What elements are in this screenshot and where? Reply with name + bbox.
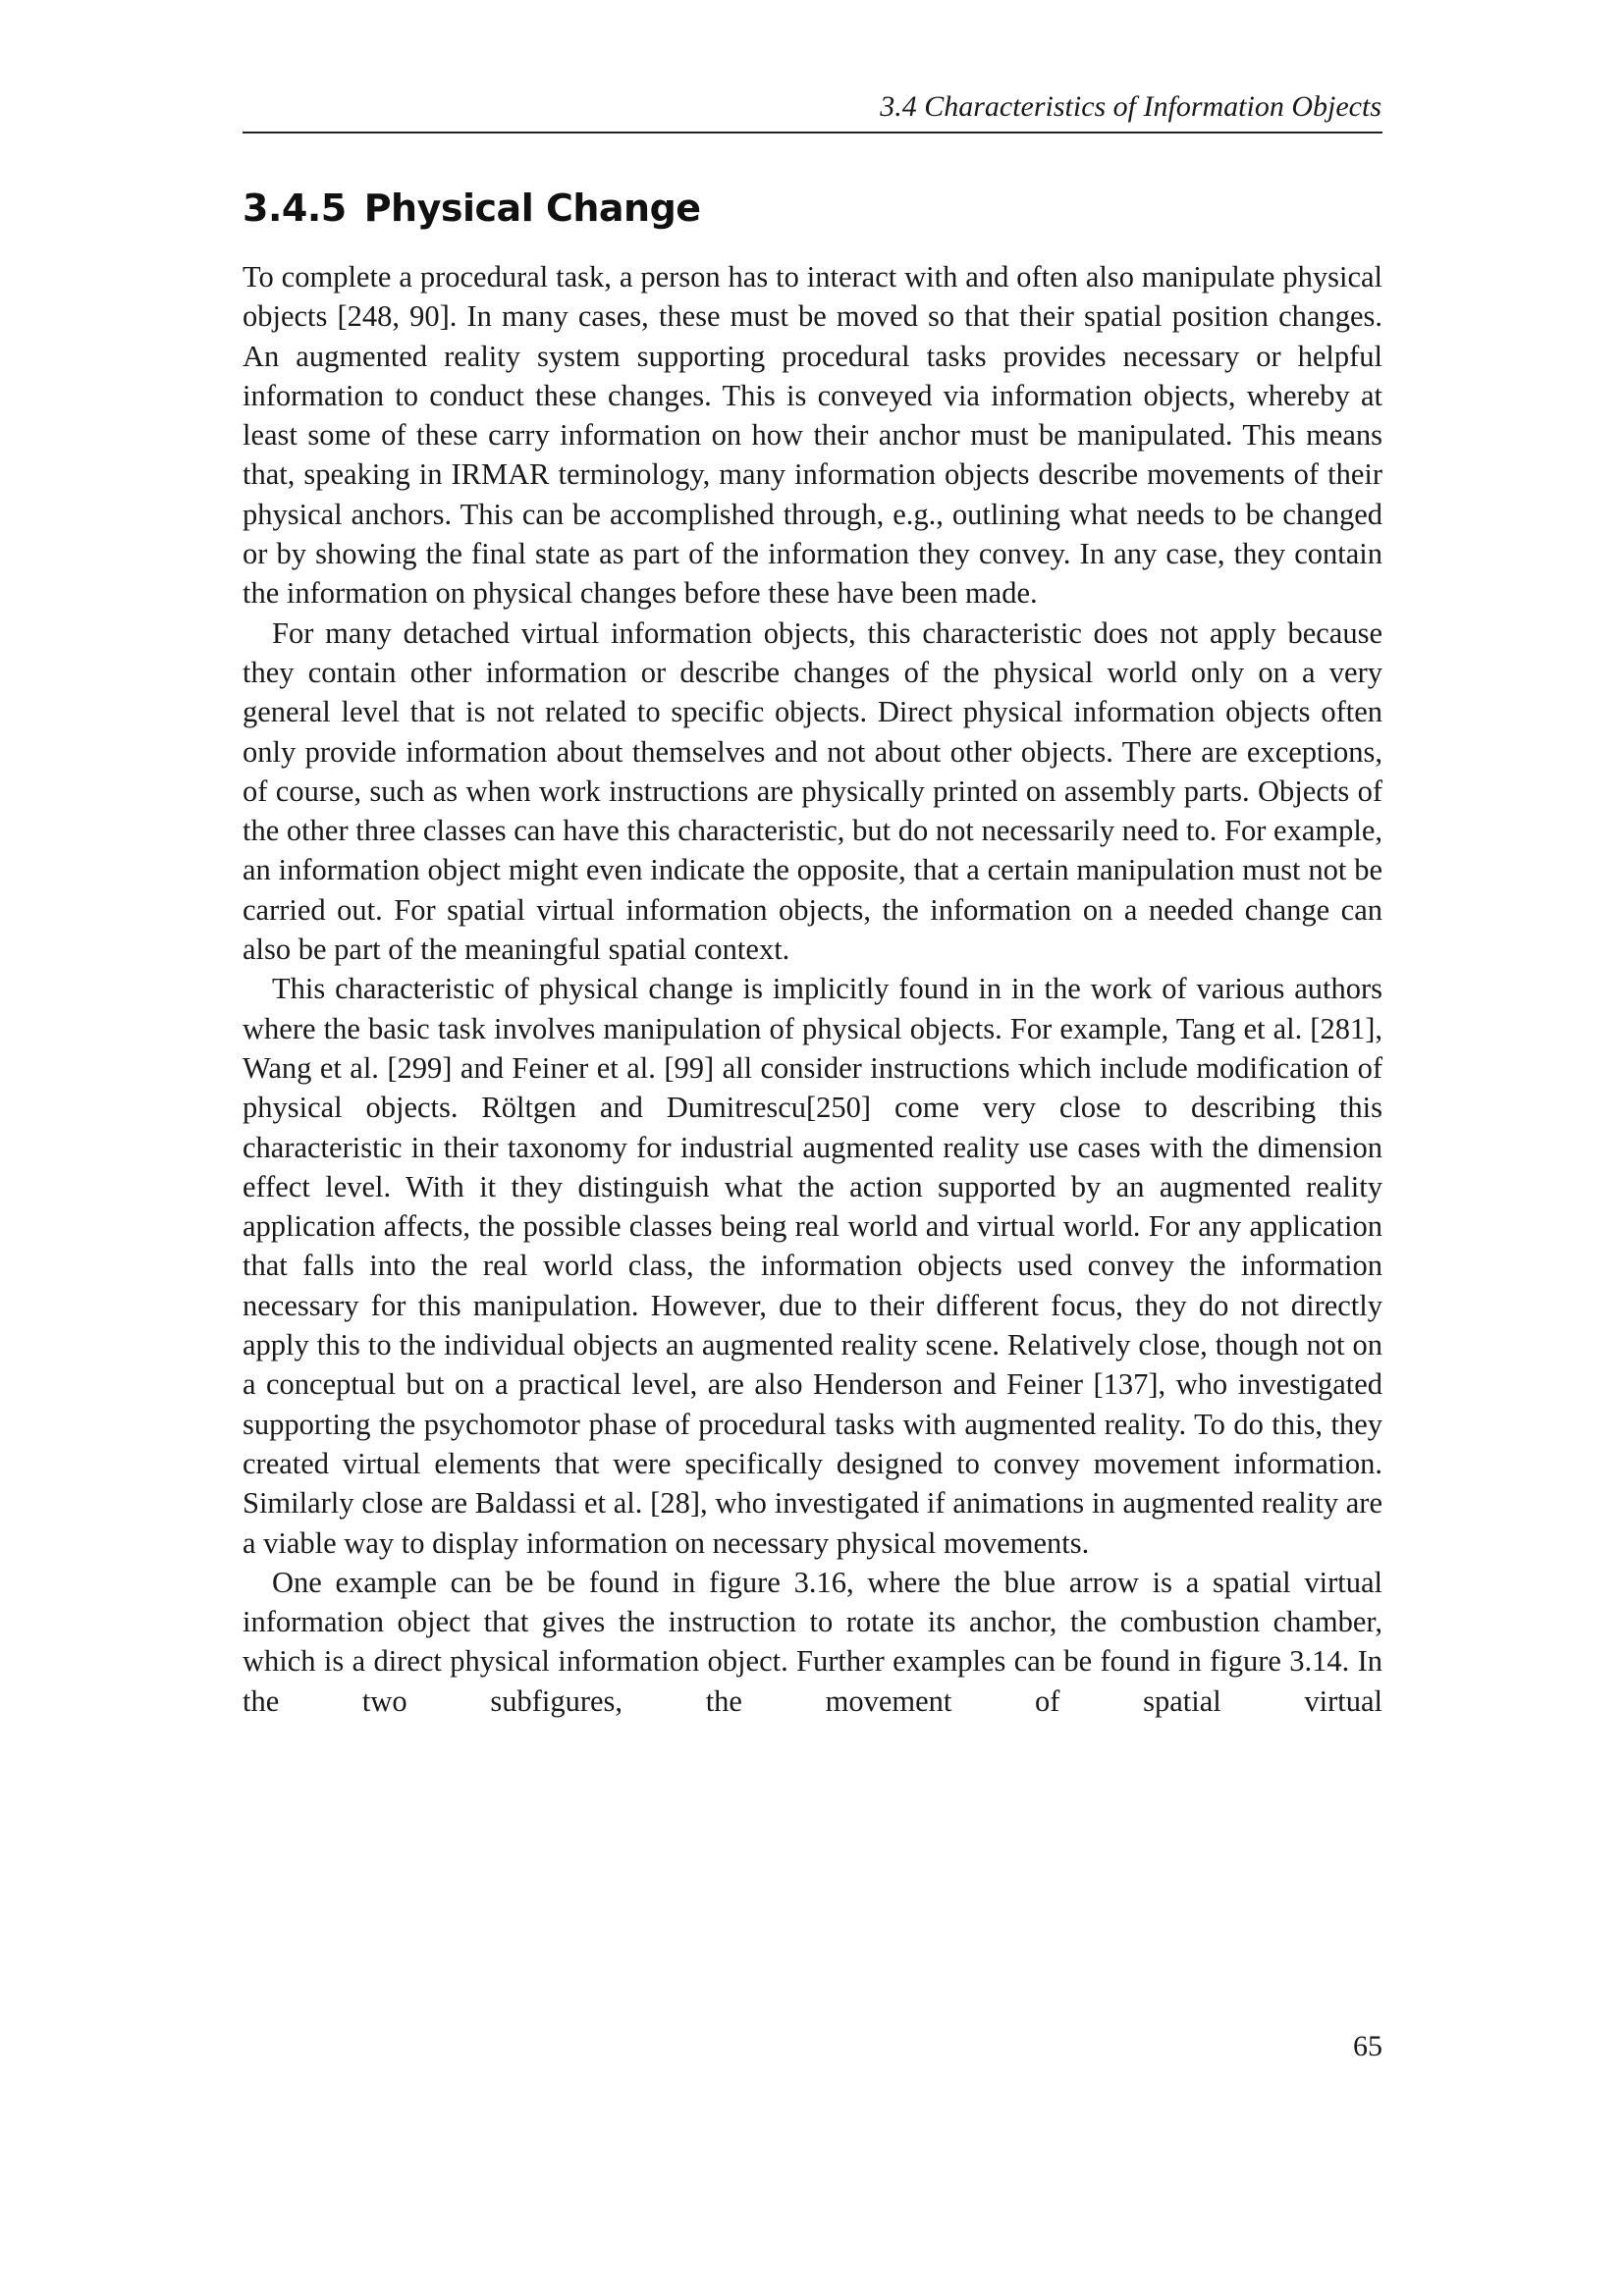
page-number: 65	[1353, 2030, 1382, 2062]
section-title-text: Physical Change	[363, 187, 701, 230]
header-rule	[243, 132, 1382, 133]
paragraph-1: To complete a procedural task, a person has to interact with and often also manipulate physical objects [248, 90]. In many cases, these must be moved so that their spatial position changes. An augmented reality system supporting procedural tasks provides necessary or helpful information to conduct these changes. This is conveyed via information objects, whereby at least some of these carry information on how their anchor must be manipulated. This means that, speaking in IRMAR terminology, many information objects describe movements of their physical anchors. This can be accomplished through, e.g., outlining what needs to be changed or by showing the final state as part of the information they convey. In any case, they contain the information on physical changes before these have been made.	[243, 260, 1382, 611]
body-text	[243, 257, 1382, 1721]
paragraph-3: This characteristic of physical change is implicitly found in in the work of various authors where the basic task involves manipulation of physical objects. For example, Tang et al. [281], Wang et al. [299] and Feiner et al. [99] all consider instructions which include modification of physical objects. Röltgen and Dumitrescu[250] come very close to describing this characteristic in their taxonomy for industrial augmented reality use cases with the dimension effect level. With it they distinguish what the action supported by an augmented reality application affects, the possible classes being real world and virtual world. For any application that falls into the real world class, the information objects used convey the information necessary for this manipulation. However, due to their different focus, they do not directly apply this to the individual objects an augmented reality scene. Relatively close, though not on a conceptual but on a practical level, are also Henderson and Feiner [137], who investigated supporting the psychomotor phase of procedural tasks with augmented reality. To do this, they created virtual elements that were specifically designed to convey movement information. Similarly close are Baldassi et al. [28], who investigated if animations in augmented reality are a viable way to display information on necessary physical movements.	[243, 972, 1382, 1560]
section-heading	[243, 187, 701, 230]
paragraph-2: For many detached virtual information objects, this characteristic does not apply because they contain other information or describe changes of the physical world only on a very general level that is not related to specific objects. Direct physical information objects often only provide information about themselves and not about other objects. There are exceptions, of course, such as when work instructions are physically printed on assembly parts. Objects of the other three classes can have this characteristic, but do not necessarily need to. For example, an information object might even indicate the opposite, that a certain manipulation must not be carried out. For spatial virtual information objects, the information on a needed change can also be part of the meaningful spatial context.	[243, 615, 1382, 967]
paragraph-4: One example can be be found in figure 3.16, where the blue arrow is a spatial virtual information object that gives the instruction to rotate its anchor, the combustion chamber, which is a direct physical information object. Further examples can be found in figure 3.14. In the two subfigures, the movement of spatial virtual	[243, 1565, 1382, 1718]
running-header: 3.4 Characteristics of Information Objects	[880, 90, 1381, 123]
section-number: 3.4.5	[243, 187, 347, 230]
